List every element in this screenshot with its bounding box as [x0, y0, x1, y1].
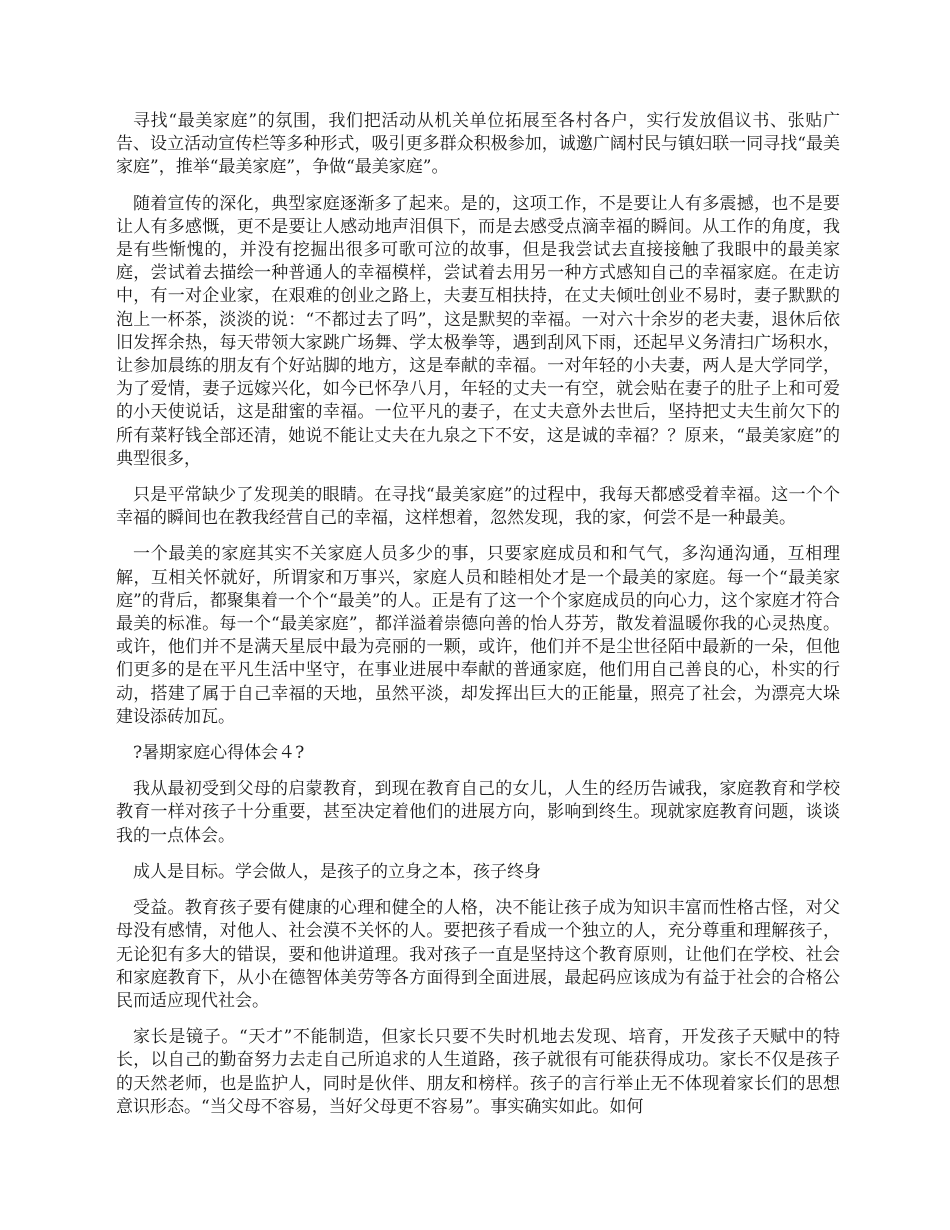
paragraph-7: 成人是目标。学会做人，是孩子的立身之本，孩子终身 — [133, 861, 541, 882]
paragraph-8: 受益。教育孩子要有健康的心理和健全的人格，决不能让孩子成为知识丰富而性格古怪，对父母没有感情，对他人、社会漠不关怀的人。要把孩子看成一个独立的人，充分尊重和理解孩子，无论犯有多大的错误，要和他讲道理。我对孩子一直是坚持这个教育原则，让他们在学校、社会和家庭教育下，从小在德智体美劳等各方面得到全面进展，最起码应该成为有益于社会的合格公民而适应现代社会。 — [116, 898, 840, 1011]
paragraph-6: 我从最初受到父母的启蒙教育，到现在教育自己的女儿，人生的经历告诫我，家庭教育和学校教育一样对孩子十分重要，甚至决定着他们的进展方向，影响到终生。现就家庭教育问题，谈谈我的一点体会。 — [116, 779, 840, 846]
paragraph-4: 一个最美的家庭其实不关家庭人员多少的事，只要家庭成员和和气气，多沟通沟通，互相理解，互相关怀就好，所谓家和万事兴，家庭人员和睦相处才是一个最美的家庭。每一个“最美家庭”的背后，都聚集着一个个“最美”的人。正是有了这一个个家庭成员的向心力，这个家庭才符合最美的标准。每一个“最美家庭”，都洋溢着崇德向善的怡人芬芳，散发着温暖你我的心灵热度。或许，他们并不是满天星辰中最为亮丽的一颗，或许，他们并不是尘世径陌中最新的一朵，但他们更多的是在平凡生活中坚守，在事业进展中奉献的普通家庭，他们用自己善良的心，朴实的行动，搭建了属于自己幸福的天地，虽然平淡，却发挥出巨大的正能量，照亮了社会，为漂亮大垛建设添砖加瓦。 — [116, 544, 840, 727]
paragraph-9: 家长是镜子。“天才”不能制造，但家长只要不失时机地去发现、培育，开发孩子天赋中的特长，以自己的勤奋努力去走自己所追求的人生道路，孩子就很有可能获得成功。家长不仅是孩子的天然老师，也是监护人，同时是伙伴、朋友和榜样。孩子的言行举止无不体现着家长们的思想意识形态。“当父母不容易，当好父母更不容易”。事实确实如此。如何 — [116, 1027, 840, 1117]
section-heading: ?暑期家庭心得体会４? — [133, 743, 305, 764]
paragraph-3: 只是平常缺少了发现美的眼睛。在寻找“最美家庭”的过程中，我每天都感受着幸福。这一个个幸福的瞬间也在教我经营自己的幸福，这样想着，忽然发现，我的家，何尝不是一种最美。 — [116, 485, 840, 529]
paragraph-2: 随着宣传的深化，典型家庭逐渐多了起来。是的，这项工作，不是要让人有多震撼，也不是要让人有多感慨，更不是要让人感动地声泪俱下，而是去感受点滴幸福的瞬间。从工作的角度，我是有些惭愧的，并没有挖掘出很多可歌可泣的故事，但是我尝试去直接接触了我眼中的最美家庭，尝试着去描绘一种普通人的幸福模样，尝试着去用另一种方式感知自己的幸福家庭。在走访中，有一对企业家，在艰难的创业之路上，夫妻互相扶持，在丈夫倾吐创业不易时，妻子默默的泡上一杯茶，淡淡的说：“不都过去了吗”，这是默契的幸福。一对六十余岁的老夫妻，退休后依旧发挥余热，每天带领大家跳广场舞、学太极拳等，遇到刮风下雨，还起早义务清扫广场积水，让参加晨练的朋友有个好站脚的地方，这是奉献的幸福。一对年轻的小夫妻，两人是大学同学，为了爱情，妻子远嫁兴化，如今已怀孕八月，年轻的丈夫一有空，就会贴在妻子的肚子上和可爱的小天使说话，这是甜蜜的幸福。一位平凡的妻子，在丈夫意外去世后，坚持把丈夫生前欠下的所有菜籽钱全部还清，她说不能让丈夫在九泉之下不安，这是诚的幸福？？原来，“最美家庭”的典型很多， — [116, 193, 840, 469]
paragraph-1: 寻找“最美家庭”的氛围，我们把活动从机关单位拓展至各村各户，实行发放倡议书、张贴广告、设立活动宣传栏等多种形式，吸引更多群众积极参加，诚邀广阔村民与镇妇联一同寻找“最美家庭”，推举“最美家庭”，争做“最美家庭”。 — [116, 111, 840, 178]
document-page — [116, 110, 840, 1132]
